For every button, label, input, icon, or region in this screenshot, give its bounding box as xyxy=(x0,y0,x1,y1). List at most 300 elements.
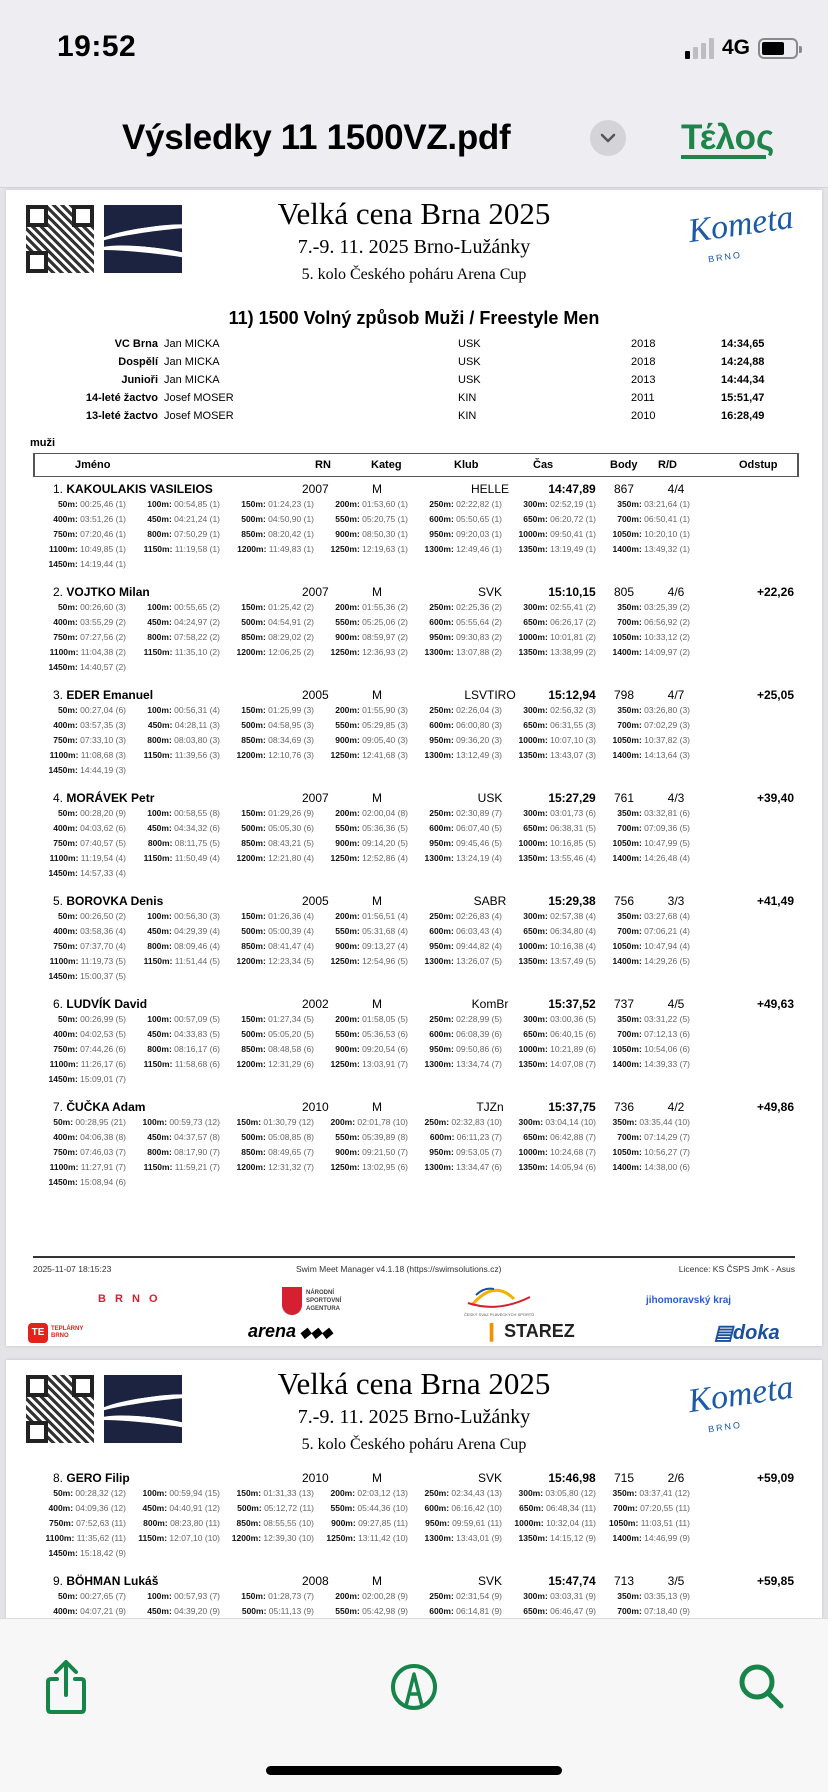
split-value: 05:20,75 (1) xyxy=(359,514,408,524)
pdf-page-1 xyxy=(6,190,822,1346)
split-value: 00:57,93 (7) xyxy=(171,1591,220,1601)
footer-software: Swim Meet Manager v4.1.18 (https://swimsolutions.cz) xyxy=(296,1264,502,1274)
split-distance: 200m: xyxy=(335,499,360,509)
split-value: 14:19,44 (1) xyxy=(77,559,126,569)
split-time xyxy=(506,1117,600,1132)
split-distance: 1150m: xyxy=(143,1059,173,1069)
record-club: USK xyxy=(458,356,481,368)
split-spacer xyxy=(694,926,788,941)
split-distance: 950m: xyxy=(429,838,454,848)
split-value: 00:25,46 (1) xyxy=(77,499,126,509)
split-time xyxy=(412,926,506,941)
split-distance: 450m: xyxy=(147,823,172,833)
split-time xyxy=(36,911,130,926)
split-time xyxy=(600,1044,694,1059)
split-time xyxy=(130,514,224,529)
split-value: 07:09,36 (5) xyxy=(641,823,690,833)
swimmer-result xyxy=(6,582,822,685)
document-title[interactable]: Výsledky 11 1500VZ.pdf xyxy=(122,118,511,157)
split-value: 05:05,20 (5) xyxy=(265,1029,314,1039)
split-time xyxy=(506,632,600,647)
swimmer-rank: 8. xyxy=(53,1471,64,1485)
split-value: 10:56,27 (7) xyxy=(641,1147,690,1157)
split-distance: 750m: xyxy=(53,941,78,951)
split-value: 02:25,36 (2) xyxy=(453,602,502,612)
split-distance: 250m: xyxy=(429,499,454,509)
split-value: 12:06,25 (2) xyxy=(265,647,314,657)
split-time xyxy=(412,750,506,765)
split-distance: 1200m: xyxy=(231,1533,262,1543)
split-value: 00:55,65 (2) xyxy=(171,602,220,612)
split-time xyxy=(130,1147,224,1162)
split-distance: 350m: xyxy=(617,499,642,509)
split-time xyxy=(130,632,224,647)
split-distance: 1350m: xyxy=(518,647,548,657)
split-distance: 750m: xyxy=(53,838,78,848)
split-value: 05:11,13 (9) xyxy=(266,1606,314,1616)
home-indicator[interactable] xyxy=(266,1766,562,1775)
split-distance: 700m: xyxy=(617,823,642,833)
split-time xyxy=(318,720,412,735)
col-klub: Klub xyxy=(454,459,479,471)
split-distance: 50m: xyxy=(57,808,78,818)
record-year: 2018 xyxy=(631,338,656,350)
split-value: 14:38,00 (6) xyxy=(641,1162,690,1172)
split-value: 09:05,40 (3) xyxy=(359,735,408,745)
teplarny-logo: TE TEPLÁRNY BRNO xyxy=(28,1323,95,1343)
split-time xyxy=(224,544,318,559)
split-time xyxy=(318,750,412,765)
split-value: 04:07,21 (9) xyxy=(77,1606,126,1616)
swimmer-time: 15:10,15 xyxy=(548,585,596,599)
split-value: 10:07,10 (3) xyxy=(547,735,596,745)
split-time xyxy=(130,1162,224,1177)
split-spacer xyxy=(694,720,788,735)
split-time xyxy=(224,823,318,838)
done-button[interactable]: Τέλος xyxy=(681,118,775,157)
swimmer-gap: +59,09 xyxy=(756,1471,794,1485)
split-value: 02:26,04 (3) xyxy=(453,705,502,715)
split-time xyxy=(506,647,600,662)
split-time xyxy=(318,926,412,941)
split-spacer xyxy=(694,808,788,823)
swimmer-points: 805 xyxy=(613,585,635,599)
split-distance: 1250m: xyxy=(330,1059,360,1069)
swimmer-header-row xyxy=(6,1468,822,1488)
split-distance: 1300m: xyxy=(424,1162,454,1172)
split-distance: 1400m: xyxy=(612,1533,642,1543)
split-distance: 1150m: xyxy=(138,1533,168,1543)
split-time xyxy=(36,926,130,941)
record-club: KIN xyxy=(458,410,477,422)
swimmer-name-cell xyxy=(53,997,147,1011)
split-distance: 800m: xyxy=(143,1518,168,1528)
split-time xyxy=(224,602,318,617)
split-value: 11:35,10 (2) xyxy=(172,647,220,657)
split-value: 07:12,13 (6) xyxy=(641,1029,690,1039)
split-value: 15:18,42 (9) xyxy=(77,1548,126,1558)
split-value: 12:49,46 (1) xyxy=(453,544,502,554)
split-time xyxy=(318,956,412,971)
split-time xyxy=(318,529,412,544)
split-time xyxy=(130,1503,224,1518)
swimmer-category: M xyxy=(372,688,382,702)
split-distance: 500m: xyxy=(241,514,266,524)
split-time xyxy=(600,602,694,617)
split-distance: 400m: xyxy=(53,514,78,524)
split-distance: 1100m: xyxy=(45,1533,75,1543)
split-value: 12:39,30 (10) xyxy=(261,1533,314,1543)
split-time xyxy=(224,647,318,662)
split-value: 00:27,65 (7) xyxy=(77,1591,126,1601)
split-value: 01:55,36 (2) xyxy=(359,602,408,612)
split-distance: 1050m: xyxy=(612,632,642,642)
split-distance: 850m: xyxy=(241,735,266,745)
search-button[interactable] xyxy=(736,1661,788,1713)
split-value: 06:46,47 (9) xyxy=(547,1606,596,1616)
split-value: 12:31,29 (6) xyxy=(265,1059,314,1069)
split-value: 04:02,53 (5) xyxy=(77,1029,126,1039)
split-value: 12:21,80 (4) xyxy=(265,853,314,863)
split-distance: 1000m: xyxy=(514,1518,544,1528)
split-value: 00:26,99 (5) xyxy=(77,1014,126,1024)
teplarny-icon: TE xyxy=(28,1323,48,1343)
split-time xyxy=(224,941,318,956)
split-time xyxy=(506,750,600,765)
split-distance: 850m: xyxy=(241,1147,266,1157)
title-menu-button[interactable] xyxy=(590,120,626,156)
split-value: 03:00,36 (5) xyxy=(547,1014,596,1024)
split-value: 10:21,89 (6) xyxy=(547,1044,596,1054)
split-distance: 1450m: xyxy=(48,765,78,775)
split-distance: 600m: xyxy=(429,1132,455,1142)
swimmer-points: 737 xyxy=(613,997,635,1011)
split-value: 11:19,54 (4) xyxy=(78,853,126,863)
split-value: 05:05,30 (6) xyxy=(265,823,314,833)
swimmer-result xyxy=(6,479,822,582)
split-spacer xyxy=(694,1147,788,1162)
swimmer-category: M xyxy=(372,1574,382,1588)
split-time xyxy=(130,735,224,750)
split-distance: 50m: xyxy=(57,1014,78,1024)
record-club: USK xyxy=(458,338,481,350)
split-value: 13:26,07 (5) xyxy=(453,956,502,966)
split-distance: 1000m: xyxy=(518,529,548,539)
split-time xyxy=(36,1177,130,1192)
split-value: 07:44,26 (6) xyxy=(77,1044,126,1054)
split-value: 11:51,44 (5) xyxy=(172,956,220,966)
split-time xyxy=(36,1503,130,1518)
split-distance: 350m: xyxy=(617,808,642,818)
swimmer-points: 761 xyxy=(613,791,635,805)
split-value: 03:25,39 (2) xyxy=(641,602,690,612)
split-time xyxy=(412,1488,506,1503)
split-value: 11:27,91 (7) xyxy=(78,1162,126,1172)
split-distance: 350m: xyxy=(612,1488,638,1498)
split-distance: 700m: xyxy=(617,514,642,524)
split-spacer xyxy=(694,1533,788,1548)
split-distance: 950m: xyxy=(429,941,454,951)
share-icon xyxy=(43,1659,89,1715)
swimmer-year: 2002 xyxy=(302,997,329,1011)
split-distance: 850m: xyxy=(236,1518,262,1528)
split-value: 14:29,26 (5) xyxy=(641,956,690,966)
split-value: 00:54,85 (1) xyxy=(171,499,220,509)
swimmer-header-row xyxy=(6,994,822,1014)
split-distance: 400m: xyxy=(48,1503,74,1513)
split-time xyxy=(36,559,130,574)
split-time xyxy=(224,853,318,868)
cellular-signal-icon xyxy=(685,37,714,59)
split-time xyxy=(506,705,600,720)
split-time xyxy=(412,529,506,544)
split-value: 14:05,94 (6) xyxy=(547,1162,596,1172)
split-value: 15:08,94 (6) xyxy=(77,1177,126,1187)
split-time xyxy=(318,1533,412,1548)
nsa-shield-icon xyxy=(282,1287,302,1315)
doka-icon: ▤ xyxy=(714,1322,733,1344)
split-time xyxy=(318,823,412,838)
split-time xyxy=(318,1044,412,1059)
split-value: 11:26,17 (6) xyxy=(78,1059,126,1069)
split-time xyxy=(36,1132,130,1147)
split-distance: 550m: xyxy=(335,1029,360,1039)
split-time xyxy=(224,1117,318,1132)
split-time xyxy=(600,808,694,823)
split-value: 05:36,53 (6) xyxy=(359,1029,408,1039)
swimmer-result xyxy=(6,891,822,994)
split-value: 00:58,55 (8) xyxy=(171,808,220,818)
split-value: 06:00,80 (3) xyxy=(453,720,502,730)
split-value: 04:34,32 (6) xyxy=(171,823,220,833)
split-time xyxy=(600,647,694,662)
split-time xyxy=(318,1147,412,1162)
split-value: 07:27,56 (2) xyxy=(77,632,126,642)
record-category: Junioři xyxy=(121,374,158,386)
swimmer-time: 15:27,29 xyxy=(548,791,596,805)
split-value: 01:53,60 (1) xyxy=(359,499,408,509)
split-time xyxy=(506,956,600,971)
split-value: 05:00,39 (4) xyxy=(265,926,314,936)
split-distance: 650m: xyxy=(523,720,548,730)
split-value: 00:28,32 (12) xyxy=(73,1488,126,1498)
split-time xyxy=(506,1147,600,1162)
split-distance: 1050m: xyxy=(612,1147,642,1157)
swimmer-rank: 3. xyxy=(53,688,64,702)
split-value: 01:25,99 (3) xyxy=(265,705,314,715)
split-distance: 250m: xyxy=(429,808,454,818)
split-distance: 50m: xyxy=(57,602,78,612)
split-value: 13:43,01 (9) xyxy=(453,1533,502,1543)
split-distance: 550m: xyxy=(335,720,360,730)
split-spacer xyxy=(694,1029,788,1044)
split-value: 06:16,42 (10) xyxy=(449,1503,502,1513)
split-time xyxy=(224,926,318,941)
split-time xyxy=(130,544,224,559)
split-spacer xyxy=(694,750,788,765)
swimmer-points: 867 xyxy=(613,482,635,496)
split-time xyxy=(36,868,130,883)
split-time xyxy=(36,529,130,544)
col-kateg: Kateg xyxy=(371,459,402,471)
split-time xyxy=(506,838,600,853)
split-time xyxy=(36,514,130,529)
split-distance: 450m: xyxy=(142,1503,168,1513)
split-distance: 350m: xyxy=(617,1591,642,1601)
swimmer-category: M xyxy=(372,791,382,805)
split-value: 02:00,04 (8) xyxy=(359,808,408,818)
split-time xyxy=(130,1059,224,1074)
split-value: 11:50,49 (4) xyxy=(172,853,220,863)
swimmer-gap: +49,86 xyxy=(756,1100,794,1114)
swimmer-header-row xyxy=(6,685,822,705)
split-distance: 1300m: xyxy=(424,853,454,863)
swimmer-gap: +49,63 xyxy=(756,997,794,1011)
split-time xyxy=(600,853,694,868)
split-distance: 1300m: xyxy=(424,647,454,657)
swimmer-result xyxy=(6,1468,822,1571)
swimmer-club: SVK xyxy=(477,1574,502,1588)
split-distance: 800m: xyxy=(147,838,173,848)
record-holder: Jan MICKA xyxy=(164,338,220,350)
split-distance: 150m: xyxy=(241,1591,266,1601)
swimmer-gap: +22,26 xyxy=(756,585,794,599)
split-distance: 450m: xyxy=(147,1606,172,1616)
split-value: 07:02,29 (3) xyxy=(641,720,690,730)
split-distance: 250m: xyxy=(429,705,454,715)
swimmer-year: 2007 xyxy=(302,482,329,496)
split-distance: 1000m: xyxy=(518,838,548,848)
split-value: 02:01,78 (10) xyxy=(355,1117,408,1127)
split-value: 04:06,38 (8) xyxy=(77,1132,126,1142)
split-time xyxy=(36,720,130,735)
split-spacer xyxy=(694,1117,788,1132)
split-distance: 700m: xyxy=(617,720,642,730)
split-time xyxy=(36,662,130,677)
split-distance: 1000m: xyxy=(518,1044,548,1054)
split-time xyxy=(318,617,412,632)
split-time xyxy=(224,1162,318,1177)
pdf-viewer[interactable] xyxy=(0,188,828,1618)
split-value: 13:49,32 (1) xyxy=(641,544,690,554)
split-distance: 1100m: xyxy=(49,1162,79,1172)
split-time xyxy=(506,1059,600,1074)
swimmer-name: LUDVÍK David xyxy=(66,997,148,1011)
swimmer-result xyxy=(6,1097,822,1200)
split-time xyxy=(36,632,130,647)
split-value: 12:10,76 (3) xyxy=(265,750,314,760)
split-time xyxy=(412,1014,506,1029)
split-spacer xyxy=(694,1044,788,1059)
split-distance: 1050m: xyxy=(612,838,642,848)
swimmer-name: BOROVKA Denis xyxy=(66,894,164,908)
split-time xyxy=(600,1147,694,1162)
swimmer-gap: +25,05 xyxy=(756,688,794,702)
meet-round: 5. kolo Českého poháru Arena Cup xyxy=(301,266,527,283)
split-distance: 1050m: xyxy=(609,1518,639,1528)
split-time xyxy=(224,529,318,544)
split-value: 04:24,97 (2) xyxy=(171,617,220,627)
split-time xyxy=(224,514,318,529)
split-time xyxy=(224,1518,318,1533)
swimmer-name-cell xyxy=(53,1574,158,1588)
split-distance: 1300m: xyxy=(424,544,454,554)
split-value: 10:47,99 (5) xyxy=(641,838,690,848)
split-distance: 300m: xyxy=(523,1014,548,1024)
swimmer-category: M xyxy=(372,482,382,496)
split-times xyxy=(36,499,822,574)
split-value: 06:20,72 (1) xyxy=(547,514,596,524)
share-button[interactable] xyxy=(40,1661,92,1713)
split-value: 12:19,63 (1) xyxy=(359,544,408,554)
swimmer-year: 2005 xyxy=(302,894,329,908)
split-value: 08:55,55 (10) xyxy=(261,1518,314,1528)
split-time xyxy=(506,853,600,868)
split-time xyxy=(412,1162,506,1177)
split-time xyxy=(412,823,506,838)
split-value: 15:09,01 (7) xyxy=(77,1074,126,1084)
split-distance: 1300m: xyxy=(424,1059,454,1069)
split-value: 11:39,56 (3) xyxy=(172,750,220,760)
markup-button[interactable] xyxy=(388,1661,440,1713)
record-year: 2018 xyxy=(631,356,656,368)
split-distance: 500m: xyxy=(241,1606,267,1616)
section-label: muži xyxy=(30,437,56,449)
meet-dates: 7.-9. 11. 2025 Brno-Lužánky xyxy=(297,236,531,258)
split-distance: 800m: xyxy=(147,941,172,951)
split-value: 02:57,38 (4) xyxy=(547,911,596,921)
split-time xyxy=(506,1044,600,1059)
split-time xyxy=(412,838,506,853)
split-distance: 200m: xyxy=(335,602,360,612)
swimmer-rank: 9. xyxy=(53,1574,64,1588)
split-distance: 500m: xyxy=(241,823,266,833)
split-time xyxy=(36,705,130,720)
split-value: 14:15,12 (9) xyxy=(547,1533,596,1543)
split-time xyxy=(600,1591,694,1606)
split-value: 09:53,05 (7) xyxy=(453,1147,502,1157)
footer-divider xyxy=(33,1256,795,1258)
split-time xyxy=(224,1503,318,1518)
split-value: 02:26,83 (4) xyxy=(453,911,502,921)
split-distance: 1000m: xyxy=(518,735,548,745)
swimmer-name-cell xyxy=(53,1471,130,1485)
split-time xyxy=(36,1014,130,1029)
split-time xyxy=(412,853,506,868)
split-value: 06:42,88 (7) xyxy=(547,1132,596,1142)
split-time xyxy=(412,1029,506,1044)
split-value: 03:51,26 (1) xyxy=(77,514,126,524)
split-value: 06:38,31 (5) xyxy=(547,823,596,833)
split-distance: 1350m: xyxy=(518,1533,548,1543)
split-time xyxy=(506,514,600,529)
swimmer-category: M xyxy=(372,894,382,908)
split-distance: 900m: xyxy=(335,838,360,848)
split-time xyxy=(130,823,224,838)
split-spacer xyxy=(694,602,788,617)
split-value: 08:09,46 (4) xyxy=(171,941,220,951)
split-value: 05:25,06 (2) xyxy=(359,617,408,627)
swimmer-time: 15:37,52 xyxy=(548,997,596,1011)
swimmer-name-cell xyxy=(53,688,153,702)
swimmer-name-cell xyxy=(53,791,154,805)
split-value: 00:59,94 (15) xyxy=(167,1488,220,1498)
split-value: 03:35,13 (9) xyxy=(641,1591,690,1601)
split-value: 14:57,33 (4) xyxy=(77,868,126,878)
split-value: 07:20,55 (11) xyxy=(637,1503,690,1513)
split-time xyxy=(600,514,694,529)
split-value: 03:37,41 (12) xyxy=(637,1488,690,1498)
